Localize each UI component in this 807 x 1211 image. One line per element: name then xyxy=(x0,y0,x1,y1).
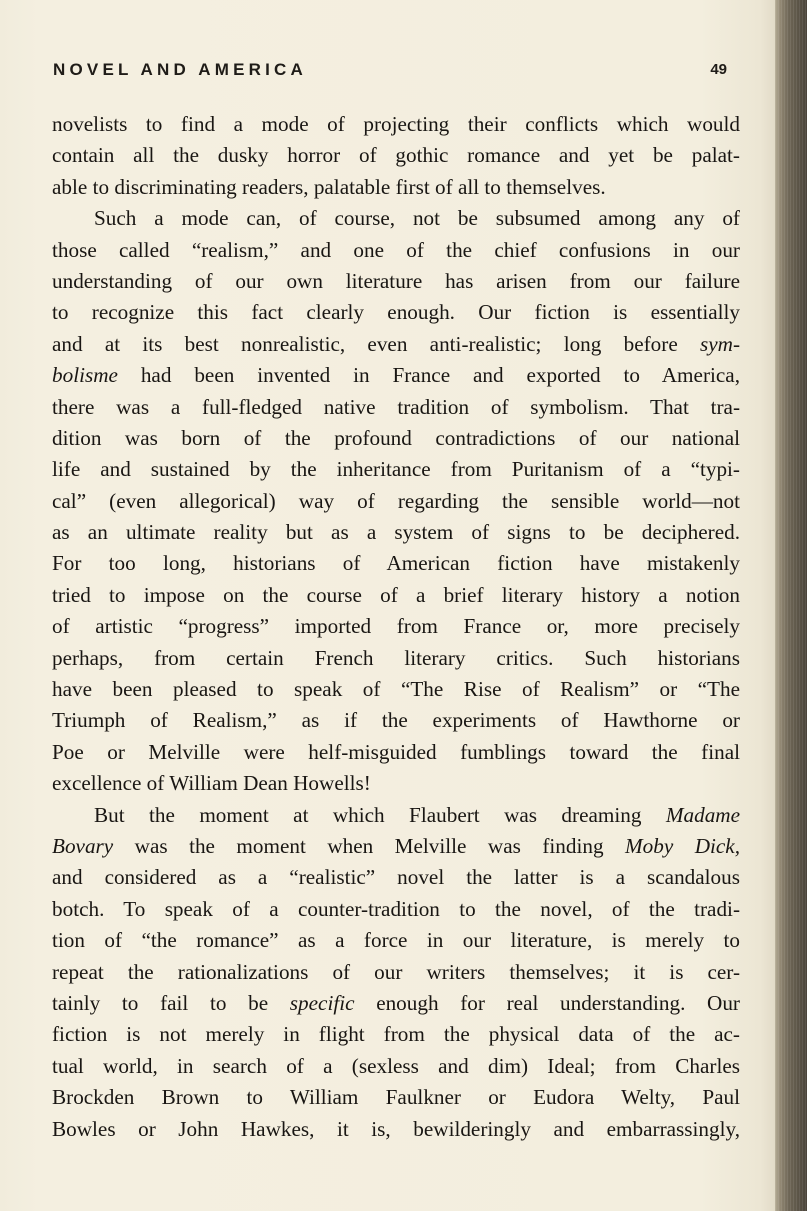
text-line: perhaps, from certain French literary critics. Such historians xyxy=(52,645,740,670)
text-segment: and at its best nonrealistic, even anti-realistic; long before xyxy=(52,331,678,356)
text-segment: had been invented in France and exported to America, xyxy=(140,363,740,388)
text-line: dition was born of the profound contradictions of our national xyxy=(52,425,740,450)
page-number: 49 xyxy=(710,61,727,78)
italic-title: Moby Dick, xyxy=(625,833,741,858)
text-line: there was a full-fledged native tradition of symbolism. That tra- xyxy=(52,394,740,419)
page-edge xyxy=(775,0,807,1211)
running-head xyxy=(53,60,743,88)
text-line: tion of “the romance” as a force in our literature, is merely to xyxy=(52,928,740,953)
text-line: able to discriminating readers, palatable first of all to themselves. xyxy=(52,174,606,199)
text-line: of artistic “progress” imported from France or, more precisely xyxy=(52,614,740,639)
italic-term: specific xyxy=(289,990,355,1015)
italic-title: Madame xyxy=(665,802,741,827)
text-line xyxy=(52,831,740,862)
text-line: life and sustained by the inheritance from Puritanism of a “typi- xyxy=(52,457,740,482)
text-line: cal” (even allegorical) way of regarding the sensible world—not xyxy=(52,488,740,513)
text-line: as an ultimate reality but as a system of signs to be deciphered. xyxy=(52,520,740,545)
text-line: Such a mode can, of course, not be subsumed among any of xyxy=(94,206,740,231)
text-line: understanding of our own literature has arisen from our failure xyxy=(52,268,740,293)
text-line: repeat the rationalizations of our writers themselves; it is cer- xyxy=(52,959,740,984)
text-segment: tainly to fail to be xyxy=(52,990,269,1015)
text-segment: enough for real understanding. Our xyxy=(376,990,740,1015)
text-line: novelists to find a mode of projecting their conflicts which would xyxy=(52,112,740,136)
text-segment: But the moment at which Flaubert was dreaming xyxy=(94,802,642,827)
italic-title: Bovary xyxy=(52,833,114,858)
text-line: and considered as a “realistic” novel the latter is a scandalous xyxy=(52,865,740,890)
text-line: those called “realism,” and one of the chief confusions in our xyxy=(52,237,740,262)
text-line: excellence of William Dean Howells! xyxy=(52,771,371,796)
text-line: For too long, historians of American fiction have mistakenly xyxy=(52,551,740,576)
text-line: Brockden Brown to William Faulkner or Eudora Welty, Paul xyxy=(52,1085,740,1110)
text-line: Poe or Melville were helf-misguided fumblings toward the final xyxy=(52,739,740,764)
running-title: NOVEL AND AMERICA xyxy=(53,60,308,79)
text-line xyxy=(52,800,740,831)
text-segment: was the moment when Melville was finding xyxy=(134,833,604,858)
italic-term: bolisme xyxy=(52,363,118,388)
text-line: tried to impose on the course of a brief literary history a notion xyxy=(52,582,740,607)
text-line: contain all the dusky horror of gothic romance and yet be palat- xyxy=(52,143,740,168)
text-line: to recognize this fact clearly enough. Our fiction is essentially xyxy=(52,300,740,325)
text-line: tual world, in search of a (sexless and dim) Ideal; from Charles xyxy=(52,1053,740,1078)
text-line: fiction is not merely in flight from the physical data of the ac- xyxy=(52,1022,740,1047)
italic-term: sym- xyxy=(700,331,741,356)
text-line: botch. To speak of a counter-tradition to the novel, of the tradi- xyxy=(52,896,740,921)
body-text xyxy=(52,109,740,1145)
text-line: have been pleased to speak of “The Rise of Realism” or “The xyxy=(52,677,740,702)
text-line xyxy=(52,988,740,1019)
text-line: Bowles or John Hawkes, it is, bewilderingly and embarrassingly, xyxy=(52,1116,740,1141)
text-line: Triumph of Realism,” as if the experiments of Hawthorne or xyxy=(52,708,740,733)
text-line xyxy=(52,360,740,391)
text-line xyxy=(52,329,740,360)
